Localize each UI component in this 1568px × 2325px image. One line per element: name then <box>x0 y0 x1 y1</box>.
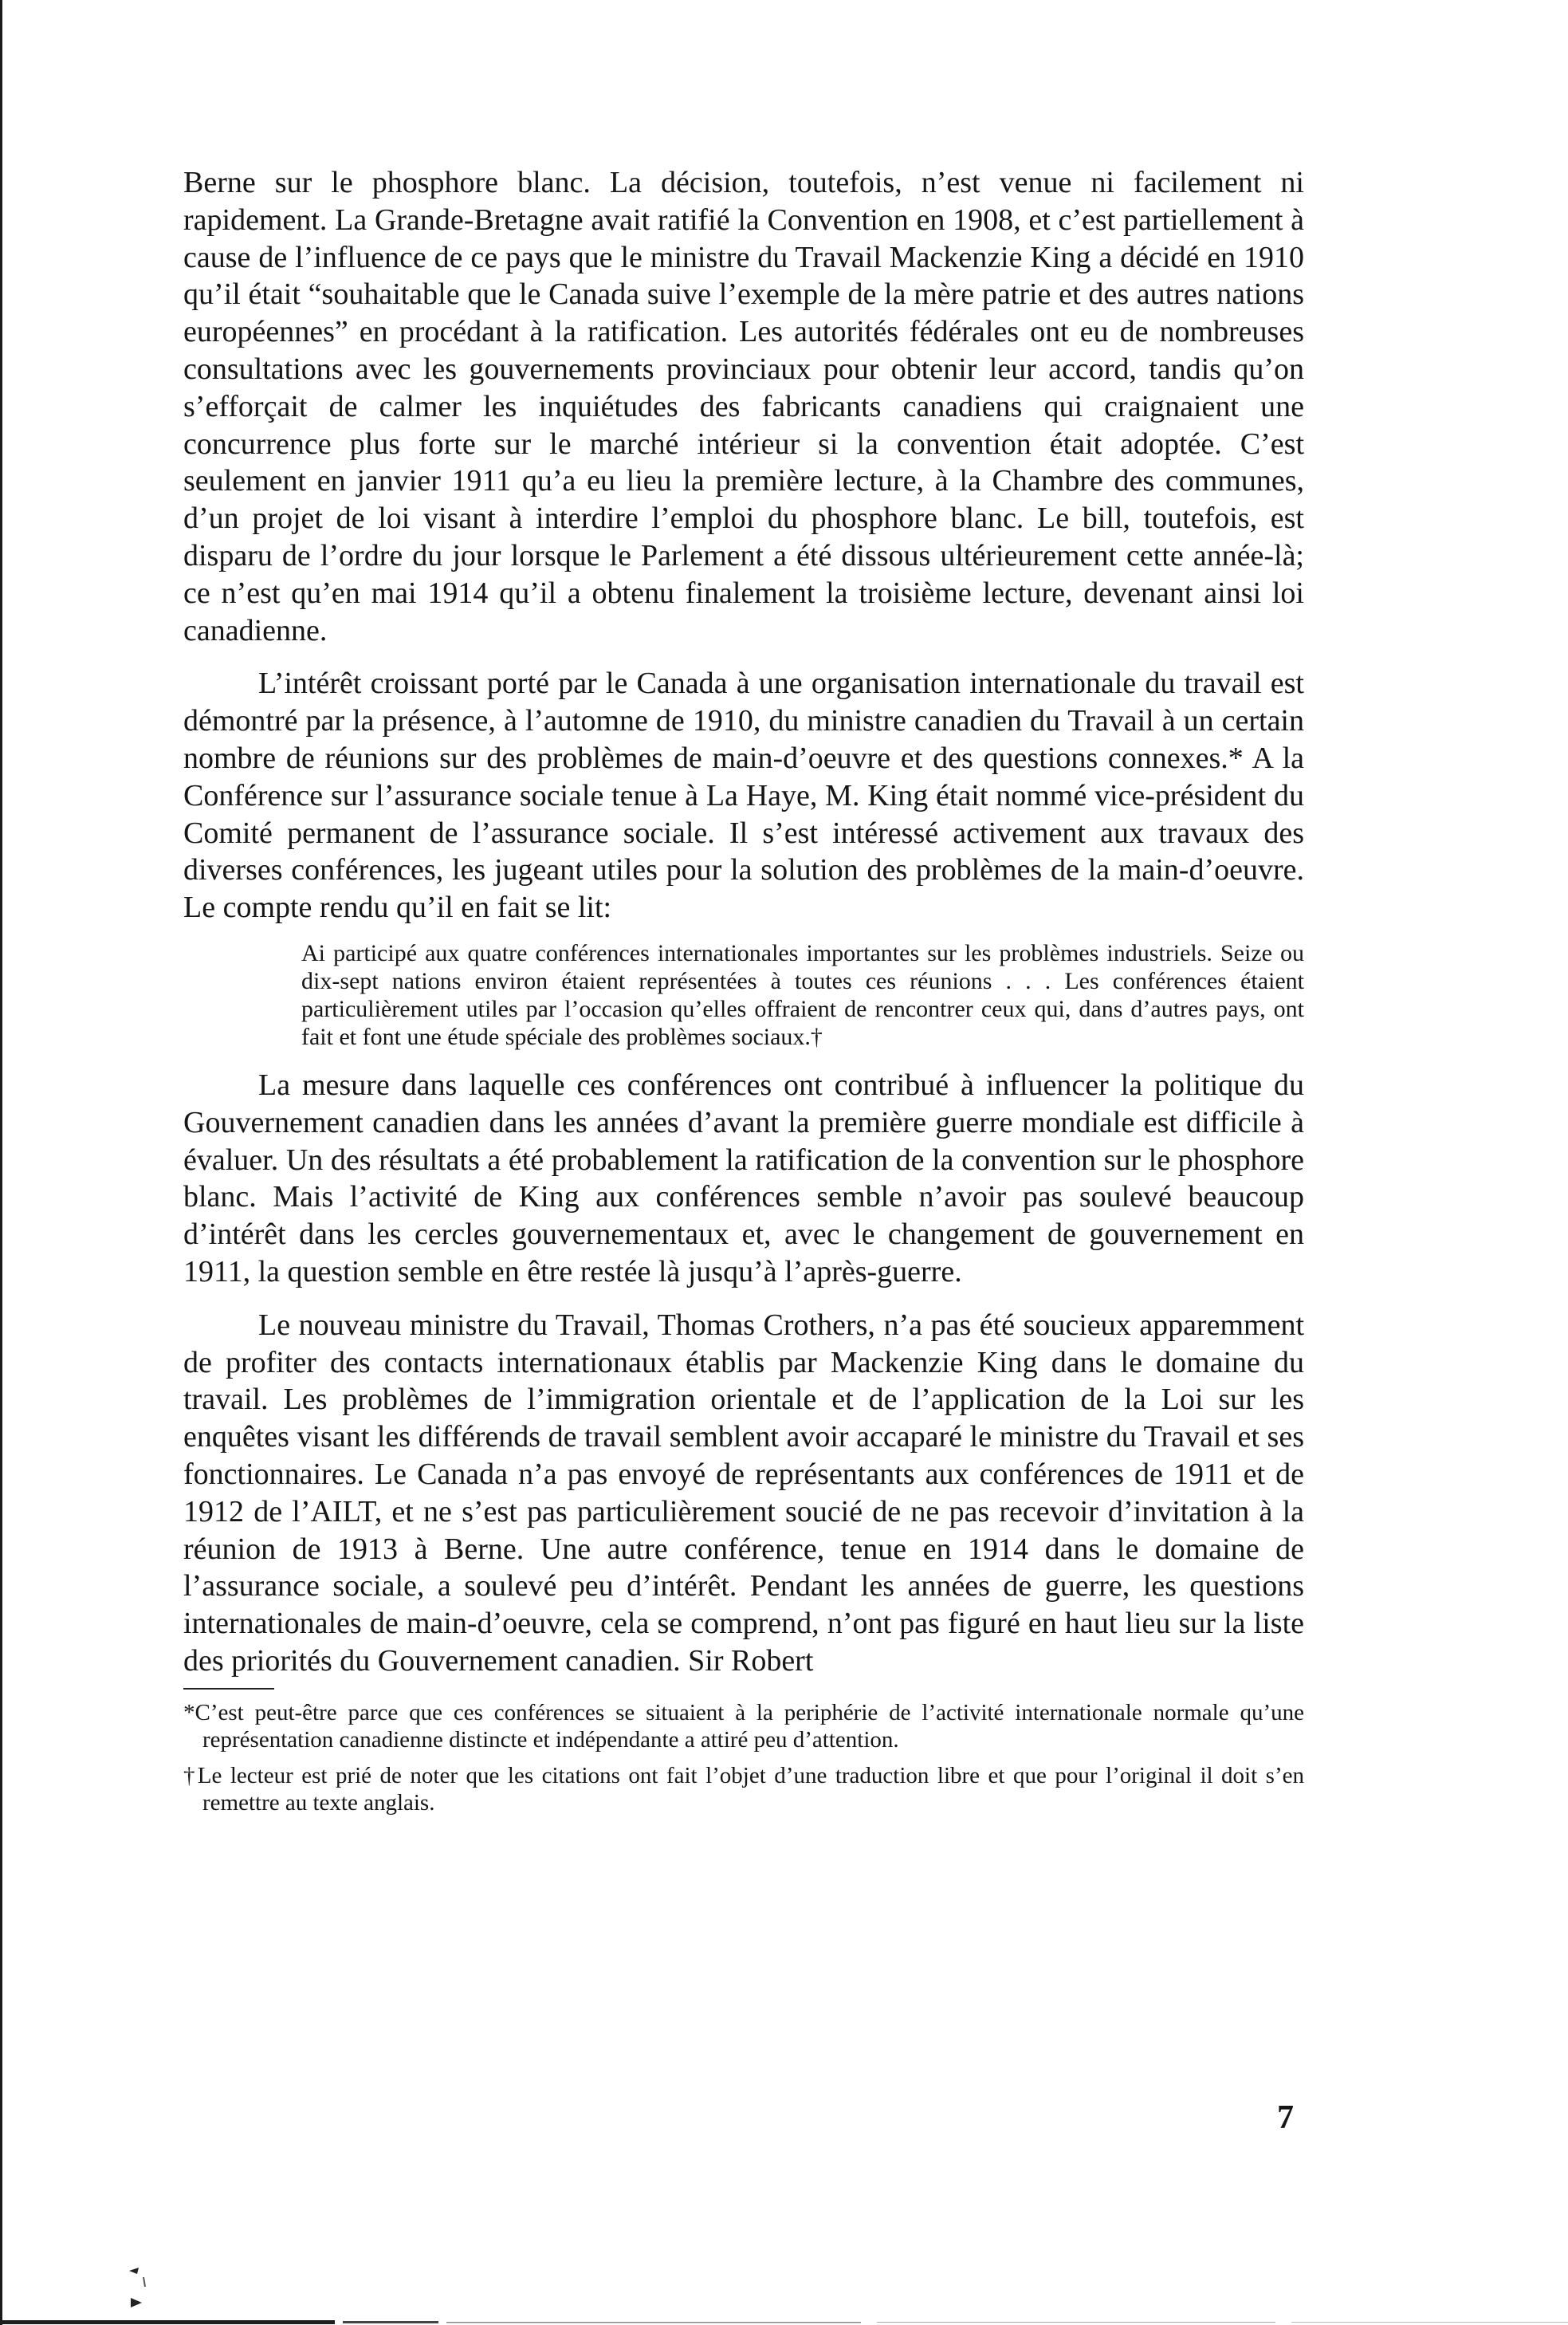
footnote-asterisk: *C’est peut-être parce que ces conférences se situaient à la periphérie de l’activité internationale normale qu’une représentation canadienne distincte et indépendante a attiré peu d’attention. <box>183 1699 1304 1753</box>
paragraph-continuation: Berne sur le phosphore blanc. La décision, toutefois, n’est venue ni facilement ni rapidement. La Grande-Bretagne avait ratifié la Convention en 1908, et c’est partiellement à cause de l’influence de ce pays que le ministre du Travail Mackenzie King a décidé en 1910 qu’il était “souhaitable que le Canada suive l’exemple de la mère patrie et des autres nations européennes” en procédant à la ratification. Les autorités fédérales ont eu de nombreuses consultations avec les gouvernements provinciaux pour obtenir leur accord, tandis qu’on s’efforçait de calmer les inquiétudes des fabricants canadiens qui craignaient une concurrence plus forte sur le marché intérieur si la convention était adoptée. C’est seulement en janvier 1911 qu’a eu lieu la première lecture, à la Chambre des communes, d’un projet de loi visant à interdire l’emploi du phosphore blanc. Le bill, toutefois, est disparu de l’ordre du jour lorsque le Parlement a été dissous ultérieurement cette année-là; ce n’est qu’en mai 1914 qu’il a obtenu finalement la troisième lecture, devenant ainsi loi canadienne. <box>183 166 1304 647</box>
page-body <box>183 164 1304 1825</box>
footnote-divider <box>183 1688 274 1690</box>
page-number: 7 <box>1277 2099 1294 2136</box>
paragraph-new-minister: Le nouveau ministre du Travail, Thomas Crothers, n’a pas été soucieux apparemment de profiter des contacts internationaux établis par Mackenzie King dans le domaine du travail. Les problèmes de l’immigration orientale et de l’application de la Loi sur les enquêtes visant les différends de travail semblent avoir accaparé le ministre du Travail et ses fonctionnaires. Le Canada n’a pas envoyé de représentants aux conférences de 1911 et de 1912 de l’AILT, et ne s’est pas particulièrement soucié de ne pas recevoir d’invitation à la réunion de 1913 à Berne. Une autre conférence, tenue en 1914 dans le domaine de l’assurance sociale, a soulevé peu d’intérêt. Pendant les années de guerre, les questions internationales de main-d’oeuvre, cela se comprend, n’ont pas figuré en haut lieu sur la liste des priorités du Gouvernement canadien. Sir Robert <box>183 1308 1304 1678</box>
margin-scan-marks <box>126 2266 166 2317</box>
scan-left-edge <box>0 0 2 2325</box>
block-quote: Ai participé aux quatre conférences internationales importantes sur les problèmes industriels. Seize ou dix-sept nations environ étaient représentées à toutes ces réunions . . . Les conférences étaient particulièrement utiles par l’occasion qu’elles offraient de rencontrer ceux qui, dans d’autres pays, ont fait et font une étude spéciale des problèmes sociaux.† <box>301 939 1304 1050</box>
footnote-dagger: †Le lecteur est prié de noter que les citations ont fait l’objet d’une traduction libre et que pour l’original il doit s’en remettre au texte anglais. <box>183 1762 1304 1816</box>
scan-bottom-edge <box>0 2317 1568 2325</box>
paragraph-influence: La mesure dans laquelle ces conférences ont contribué à influencer la politique du Gouvernement canadien dans les années d’avant la première guerre mondiale est difficile à évaluer. Un des résultats a été probablement la ratification de la convention sur le phosphore blanc. Mais l’activité de King aux conférences semble n’avoir pas soulevé beaucoup d’intérêt dans les cercles gouvernementaux et, avec le changement de gouvernement en 1911, la question semble en être restée là jusqu’à l’après-guerre. <box>183 1068 1304 1288</box>
paragraph-international-interest: L’intérêt croissant porté par le Canada à une organisation internationale du travail est démontré par la présence, à l’automne de 1910, du ministre canadien du Travail à un certain nombre de réunions sur des problèmes de main-d’oeuvre et des questions connexes.* A la Conférence sur l’assurance sociale tenue à La Haye, M. King était nommé vice-président du Comité permanent de l’assurance sociale. Il s’est intéressé activement aux travaux des diverses conférences, les jugeant utiles pour la solution des problèmes de la main-d’oeuvre. Le compte rendu qu’il en fait se lit: <box>183 667 1304 925</box>
